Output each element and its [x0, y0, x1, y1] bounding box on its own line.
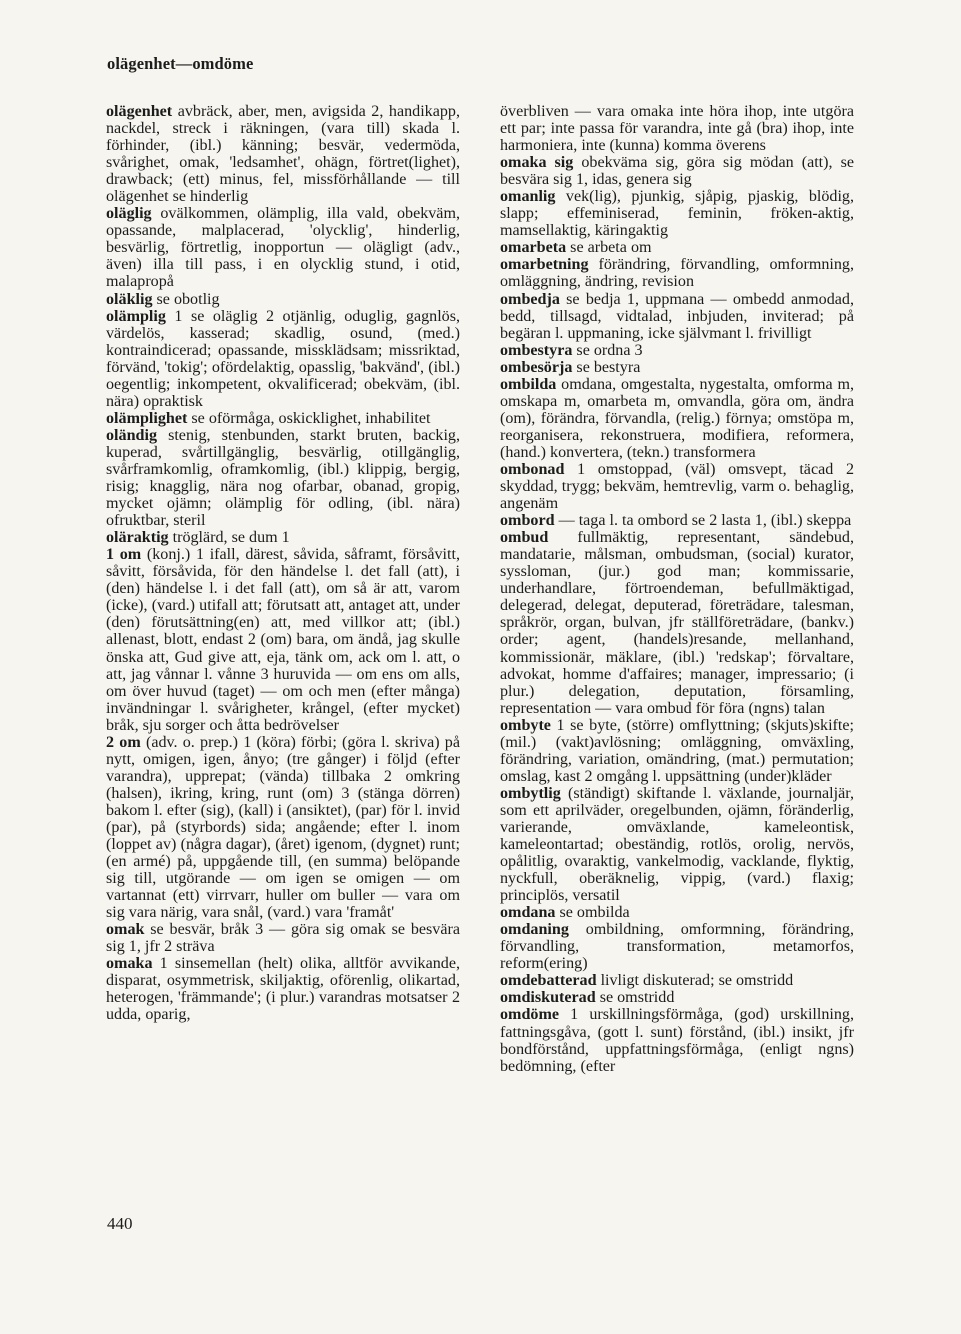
entry-headword: oländig: [106, 426, 157, 444]
entry-headword: ombesörja: [500, 358, 573, 376]
entry-definition: se besvär, bråk 3 — göra sig omak se besvära sig 1, jfr 2 sträva: [106, 921, 460, 956]
entry-headword: 1 om: [106, 546, 142, 564]
dictionary-entry: [500, 717, 854, 785]
entry-headword: ombud: [500, 529, 549, 547]
entry-definition: tröglärd, se dum 1: [168, 529, 290, 547]
entry-definition: ovälkommen, olämplig, illa vald, obekväm, opassande, malplacerad, 'olycklig', hinderlig, besvärlig, förtretlig, inopportun — olägligt (adv., även) illa till pass, i en olycklig stund, i otid, malapropå: [106, 205, 460, 291]
dictionary-entry: [106, 427, 460, 529]
entry-definition: se omstridd: [595, 989, 675, 1007]
dictionary-entry: [106, 921, 460, 955]
entry-definition: se obotlig: [152, 290, 220, 308]
entry-headword: omaka sig: [500, 154, 574, 172]
entry-headword: ombord: [500, 512, 555, 530]
entry-headword: omdöme: [500, 1006, 559, 1024]
entry-definition: 1 se oläglig 2 otjänlig, oduglig, gagnlös, värdelös, kasserad; skadlig, osund, (med.) kontraindicerad; opassande, missklädsam; missriktad, förvänd, 'tokig'; ofördelaktig, opasslig, 'bakvänd', (ibl.) oegentlig; inkompetent, okvalificerad; obekväm, (ibl. nära) opraktisk: [106, 307, 460, 410]
dictionary-entry: [106, 955, 460, 1023]
entry-headword: omdebatterad: [500, 972, 597, 990]
entry-definition: (konj.) 1 ifall, därest, såvida, såframt, försåvitt, såvitt, försåvida, för den händelse l. det fall (att), i (den) händelse l. i det fall (att), om så är att, varom (icke), (vard.) utifall att; förutsatt att, antaget att, under (den) förutsättning(en) att, med villkor att; (ibl.) allenast, blott, endast 2 (om) bara, om ändå, jag skulle önska att, Gud give att, eja, tänk om, ack om l. att, o att, jag vånnar l. vånne 3 huruvida — om ens om alls, om över huvud (taget) — om och men (efter många) invändningar l. svårigheter, krångel, (efter mycket) bråk, sju sorger och åtta bedrövelser: [106, 546, 460, 734]
dictionary-entry: [106, 529, 460, 546]
dictionary-entry: [500, 785, 854, 904]
dictionary-entry: [106, 546, 460, 734]
entry-headword: olägenhet: [106, 103, 173, 120]
dictionary-entry: [500, 342, 854, 359]
entry-definition: vek(lig), pjunkig, sjåpig, pjaskig, blödig, slapp; effeminiserad, feminin, fröken-aktig, mamsellaktig, käringaktig: [500, 188, 854, 240]
entry-definition: se arbeta om: [566, 239, 652, 257]
entry-headword: omdaning: [500, 921, 569, 939]
entry-headword: omarbeta: [500, 239, 567, 257]
entry-definition: se bedja 1, uppmana — ombedd anmodad, bedd, tillsagd, vidtalad, inbjuden, inviterad; på begäran l. uppmaning, icke självmant l. frivilligt: [500, 290, 854, 342]
dictionary-entry: [500, 376, 854, 461]
entry-headword: omdiskuterad: [500, 989, 596, 1007]
dictionary-entry: [500, 904, 854, 921]
entry-headword: olämplig: [106, 307, 166, 325]
entry-definition: — taga l. ta ombord se 2 lasta 1, (ibl.) skeppa: [554, 512, 852, 530]
dictionary-entry: [500, 154, 854, 188]
dictionary-entry: [106, 205, 460, 290]
entry-headword: ombilda: [500, 375, 557, 393]
dictionary-entry: [500, 359, 854, 376]
entry-headword: omak: [106, 921, 145, 939]
entry-definition: 1 urskillningsförmåga, (god) urskillning, fattningsgåva, (gott l. sunt) förstånd, (ibl.) insikt, jfr bondförstånd, uppfattningsförmåga, (enligt ngns) bedömning, (efter: [500, 1006, 854, 1075]
dictionary-entry: [500, 921, 854, 972]
entry-headword: olämplighet: [106, 409, 188, 427]
entry-definition: stenig, stenbunden, starkt bruten, backig, kuperad, svårtillgänglig, besvärlig, otillgänglig, svårframkomlig, oframkomlig, (ibl.) klippig, bergig, risig; knagglig, nära nog ofarbar, obanad, gropig, mycket ojämn; olämplig för odling, (ibl. nära) ofruktbar, steril: [106, 426, 460, 530]
dictionary-entry: [500, 188, 854, 239]
dictionary-entry: [500, 989, 854, 1006]
entry-definition: 1 se byte, (större) omflyttning; (skjuts)skifte; (mil.) (vakt)avlösning; omläggning, omväxling, förändring, variation, omändring, (mat.) permutation; omslag, kast 2 omgång l. uppsättning (under)kläder: [500, 716, 854, 785]
entry-headword: ombestyra: [500, 341, 573, 359]
entry-definition: överbliven — vara omaka inte höra ihop, inte utgöra ett par; inte passa för varandra, inte gå (bra) ihop, inte harmoniera, inte (kunna) komma överens: [500, 103, 854, 155]
dictionary-entry: [500, 291, 854, 342]
entry-headword: omaka: [106, 955, 153, 973]
dictionary-entry: [500, 972, 854, 989]
entry-definition: obekväma sig, göra sig mödan (att), se besvära sig 1, idas, genera sig: [500, 154, 854, 189]
entry-headword: oläglig: [106, 205, 152, 223]
entry-definition: omdana, omgestalta, nygestalta, omforma m, omskapa m, omarbeta m, omvandla, göra om, ändra (om), förändra, förvandla, (relig.) förnya; omstöpa m, reorganisera, rekonstruera, modifiera, reformera, (hand.) konvertera, (tekn.) transformera: [500, 375, 854, 461]
entry-headword: 2 om: [106, 733, 141, 751]
running-header: olägenhet—omdöme: [107, 54, 254, 73]
entry-headword: omdana: [500, 904, 556, 922]
dictionary-entry: [500, 461, 854, 512]
entry-headword: ombyte: [500, 716, 551, 734]
entry-definition: se oförmåga, oskicklighet, inhabilitet: [187, 409, 431, 427]
dictionary-entry: [500, 529, 854, 717]
entry-definition: se ordna 3: [572, 341, 643, 359]
dictionary-entry: [106, 410, 460, 427]
entry-headword: ombedja: [500, 290, 560, 308]
dictionary-entry: [500, 1006, 854, 1074]
entry-headword: oläklig: [106, 290, 153, 308]
entry-definition: se bestyra: [572, 358, 641, 376]
dictionary-entry: [106, 734, 460, 922]
entry-definition: ombildning, omformning, förändring, förvandling, transformation, metamorfos, reform(ering): [500, 921, 854, 973]
entry-definition: förändring, förvandling, omformning, omläggning, ändring, revision: [500, 256, 854, 291]
right-column: [500, 103, 854, 1075]
dictionary-entry: [106, 291, 460, 308]
dictionary-entry: [500, 103, 854, 154]
entry-definition: 1 omstoppad, (väl) omsvept, täcad 2 skyddad, trygg; bekväm, hemtrevlig, varm o. behaglig, angenäm: [500, 460, 854, 513]
dictionary-entry: [106, 308, 460, 410]
entry-definition: se ombilda: [555, 904, 630, 922]
entry-definition: avbräck, aber, men, avigsida 2, handikapp, nackdel, streck i räkningen, (vara till) skada l. förhinder, (ibl.) känning; besvär, vedermöda, svårighet, omak, 'ledsamhet', ohägn, förtret(lighet), drawback; (ett) minus, fel, missförhållande — till olägenhet se hinderlig: [106, 103, 460, 206]
entry-definition: fullmäktig, representant, sändebud, mandatarie, målsman, ombudsman, (social) kurator, syssloman, (jur.) god man; kommissarie, underhandlare, förtroendeman, befullmäktigad, delegerad, delegat, deputerad, företrädare, talesman, språkrör, organ, bulvan, jfr ställföreträdare, (bankv.) order; agent, (handels)resande, mellanhand, kommissionär, mäklare, (ibl.) 'redskap'; förvaltare, advokat, homme d'affaires; manager, impressario; (i plur.) delegation, deputation, församling, representation — vara ombud för föra (ngns) talan: [500, 529, 854, 717]
dictionary-entry: [500, 512, 854, 529]
entry-headword: oläraktig: [106, 529, 169, 547]
entry-definition: 1 sinsemellan (helt) olika, alltför avvikande, disparat, osymmetrisk, skiljaktig, oförenlig, olikartad, heterogen, 'främmande'; (i plur.) varandras motsatser 2 udda, oparig,: [106, 955, 460, 1024]
entry-headword: omarbetning: [500, 256, 589, 274]
dictionary-entry: [500, 256, 854, 290]
entry-headword: ombonad: [500, 460, 565, 478]
entry-headword: omanlig: [500, 188, 556, 206]
page-number: 440: [107, 1214, 133, 1233]
entry-headword: ombytlig: [500, 784, 561, 802]
entry-definition: (adv. o. prep.) 1 (köra) förbi; (göra l. skriva) på nytt, omigen, igen, ånyo; (tre gånger) i följd (efter varandra), upprepat; (vända) tillbaka 2 omkring (halsen), ikring, kring, runt (om) 3 (stänga dörren) bakom l. efter (sig), (kall) i (ansiktet), (par) för l. invid (par), på (styrbords) sida; angående; efter l. inom (loppet av) (några dagar), (året) igenom, (dygnet) runt; (en armé) på, uppgående till, (en summa) belöpande sig till, utgörande — om igen se omigen — om vartannat (ett) virrvarr, huller om buller — vara om sig vara närig, vara snål, (vard.) vara 'framåt': [106, 733, 460, 922]
dictionary-entry: [500, 239, 854, 256]
entry-definition: livligt diskuterad; se omstridd: [596, 972, 794, 990]
left-column: [106, 103, 460, 1024]
entry-definition: (ständigt) skiftande l. växlande, journaljär, som ett aprilväder, oregelbunden, ojämn, föränderlig, varierande, omväxlande, kameleontisk, kameleontartad; obeständig, rotlös, orolig, nervös, opålitlig, ovaraktig, vankelmodig, vacklande, flyktig, nyckfull, oberäknelig, vippig, (vard.) flaxig; principlös, versatil: [500, 784, 854, 905]
dictionary-entry: [106, 103, 460, 205]
